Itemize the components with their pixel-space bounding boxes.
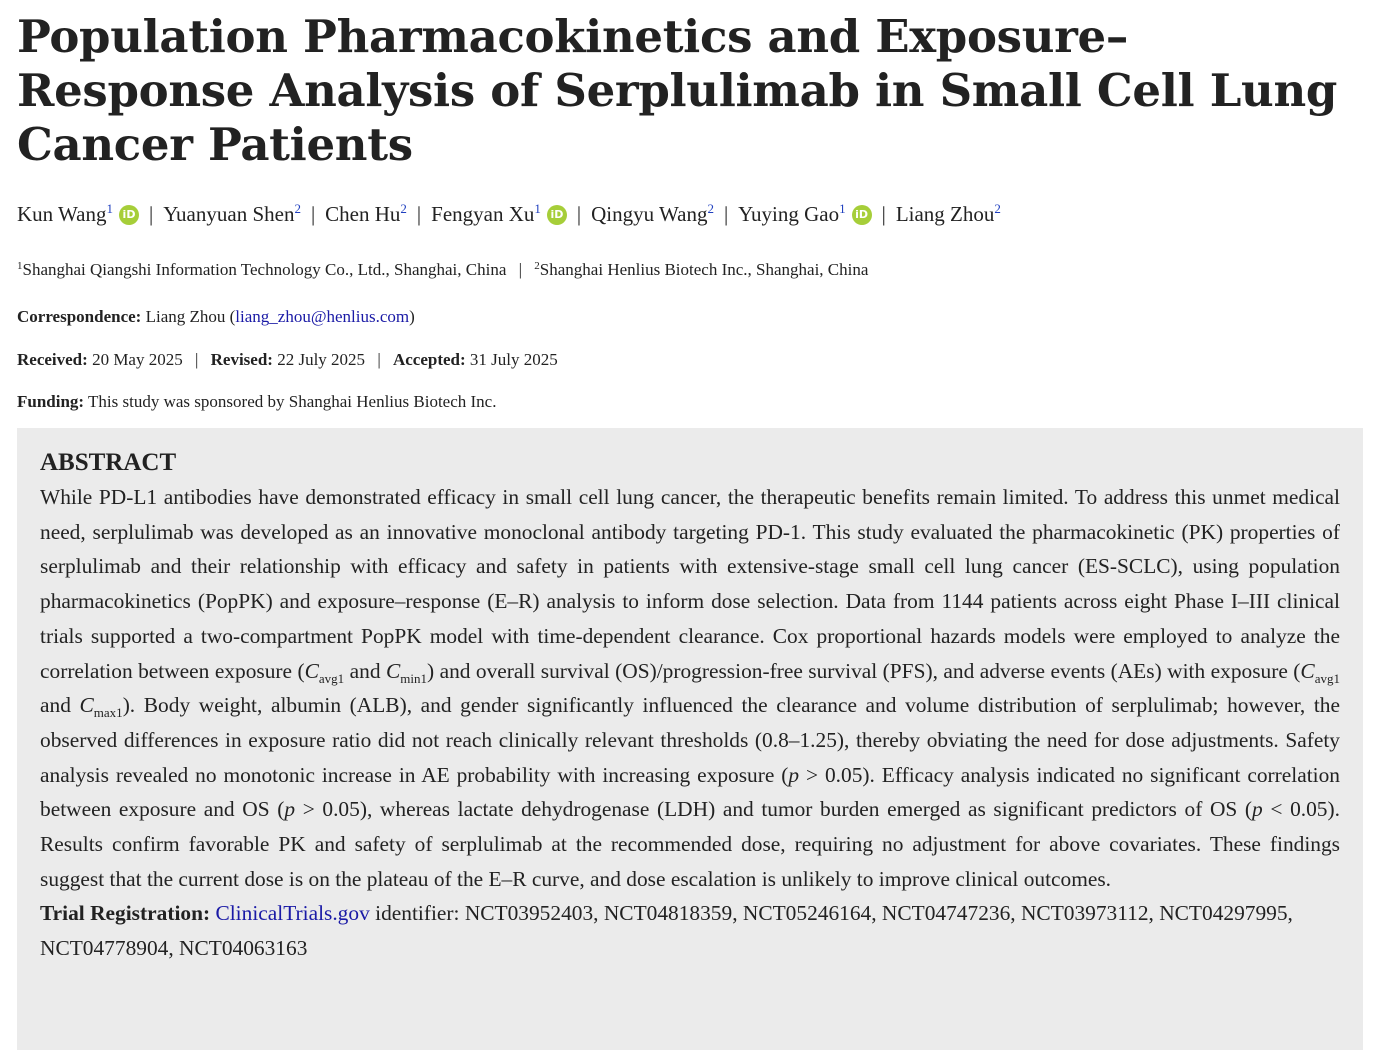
correspondence [17, 305, 1363, 329]
funding-text: This study was sponsored by Shanghai Henlius Biotech Inc. [88, 392, 497, 411]
variable-p: p [284, 797, 296, 822]
trial-label: Trial Registration: [40, 901, 211, 926]
correspondence-close: ) [409, 307, 415, 326]
author-name[interactable]: Kun Wang [17, 202, 107, 226]
affiliation-1: Shanghai Qiangshi Information Technology Co., Ltd., Shanghai, China [22, 260, 507, 279]
author-affiliation-number: 2 [400, 201, 407, 216]
article-header [17, 10, 1363, 458]
author-name[interactable]: Chen Hu [325, 202, 401, 226]
affiliations [17, 254, 1363, 282]
funding [17, 390, 1363, 414]
affiliation-number: 2 [534, 260, 540, 272]
abstract-segment: ). Efficacy analysis indicated no significant correlation between exposure and OS ( [40, 762, 1340, 822]
author-affiliation-number: 2 [707, 201, 714, 216]
correspondence-name: Liang Zhou ( [145, 307, 236, 326]
author-name[interactable]: Yuanyuan Shen [163, 202, 295, 226]
dates-line [17, 348, 1363, 372]
orcid-icon[interactable]: iD [119, 205, 139, 225]
received-label: Received: [17, 350, 88, 369]
variable-c: C [79, 693, 94, 718]
article-title: Population Pharmacokinetics and Exposure–Response Analysis of Serplulimab in Small Cell Lung Cancer Patients [17, 10, 1338, 171]
abstract-segment: and [40, 693, 80, 718]
author-affiliation-number: 1 [839, 201, 846, 216]
received-date: 20 May 2025 [92, 350, 183, 369]
affiliation-separator: | [518, 260, 523, 279]
abstract-segment: ). Results confirm favorable PK and safety of serplulimab at the recommended dose, requiring no adjustment for above covariates. These findings suggest that the current dose is on the plateau of the E–R curve, and dose escalation is unlikely to improve clinical outcomes. [40, 797, 1340, 891]
p-value: > 0.05 [295, 797, 360, 822]
variable-p: p [1252, 797, 1263, 822]
dates-separator: | [194, 350, 199, 369]
abstract-segment: and [344, 658, 386, 683]
abstract-heading: ABSTRACT [40, 449, 177, 476]
accepted-date: 31 July 2025 [469, 350, 558, 369]
abstract-segment: ). Body weight, albumin (ALB), and gender significantly influenced the clearance and volume distribution of serplulimab; however, the observed differences in exposure ratio did not reach clinically relevant thresholds (0.8–1.25), thereby obviating the need for dose adjustments. Safety analysis revealed no monotonic increase in AE probability with increasing exposure ( [40, 693, 1340, 787]
p-value: < 0.05 [1262, 797, 1328, 822]
subscript-avg1: avg1 [318, 670, 345, 686]
abstract-segment: ) and overall survival (OS)/progression-free survival (PFS), and adverse events (AEs) with exposure ( [427, 658, 1301, 683]
author-name[interactable]: Yuying Gao [738, 202, 840, 226]
author-list [17, 194, 1363, 229]
author-separator: | [576, 202, 582, 226]
abstract-text [40, 480, 1340, 896]
abstract-segment: While PD-L1 antibodies have demonstrated efficacy in small cell lung cancer, the therapeutic benefits remain limited. To address this unmet medical need, serplulimab was developed as an innovative monoclonal antibody targeting PD-1. This study evaluated the pharmacokinetic (PK) properties of serplulimab and their relationship with efficacy and safety in patients with extensive-stage small cell lung cancer (ES-SCLC), using population pharmacokinetics (PopPK) and exposure–response (E–R) analysis to inform dose selection. Data from 1144 patients across eight Phase I–III clinical trials supported a two-compartment PopPK model with time-dependent clearance. Cox proportional hazards models were employed to analyze the correlation between exposure ( [40, 485, 1340, 683]
trial-identifiers: identifier: NCT03952403, NCT04818359, NCT05246164, NCT04747236, NCT03973112, NCT04297995, NCT04778904, NCT04063163 [40, 901, 1293, 961]
abstract-box [17, 428, 1363, 1050]
trial-registration [40, 896, 1340, 965]
clinicaltrials-link[interactable]: ClinicalTrials.gov [215, 901, 370, 926]
variable-c: C [1300, 658, 1315, 683]
author-separator: | [723, 202, 729, 226]
correspondence-label: Correspondence: [17, 307, 142, 326]
variable-c: C [385, 658, 401, 683]
author-name[interactable]: Qingyu Wang [591, 202, 708, 226]
author-separator: | [310, 202, 316, 226]
author-affiliation-number: 2 [294, 201, 301, 216]
author-name[interactable]: Fengyan Xu [431, 202, 535, 226]
orcid-icon[interactable]: iD [852, 205, 872, 225]
revised-label: Revised: [210, 350, 273, 369]
revised-date: 22 July 2025 [277, 350, 366, 369]
subscript-min1: min1 [400, 670, 427, 686]
author-separator: | [881, 202, 886, 226]
author-affiliation-number: 1 [534, 201, 541, 216]
subscript-avg1: avg1 [1314, 670, 1340, 686]
author-affiliation-number: 1 [106, 201, 113, 216]
correspondence-email-link[interactable]: liang_zhou@henlius.com [235, 307, 410, 326]
variable-p: p [788, 762, 800, 787]
subscript-max1: max1 [93, 705, 123, 721]
author-separator: | [149, 202, 154, 226]
affiliation-number: 1 [17, 260, 23, 272]
author-separator: | [416, 202, 422, 226]
funding-label: Funding: [17, 392, 85, 411]
variable-c: C [304, 658, 319, 683]
dates-separator: | [377, 350, 381, 369]
author-affiliation-number: 2 [994, 201, 1001, 216]
accepted-label: Accepted: [392, 350, 466, 369]
orcid-icon[interactable]: iD [547, 205, 567, 225]
affiliation-2: Shanghai Henlius Biotech Inc., Shanghai, China [539, 260, 869, 279]
abstract-segment: ), whereas lactate dehydrogenase (LDH) and tumor burden emerged as significant predictors of OS ( [359, 797, 1253, 822]
author-name[interactable]: Liang Zhou [895, 202, 995, 226]
p-value: > 0.05 [799, 762, 863, 787]
